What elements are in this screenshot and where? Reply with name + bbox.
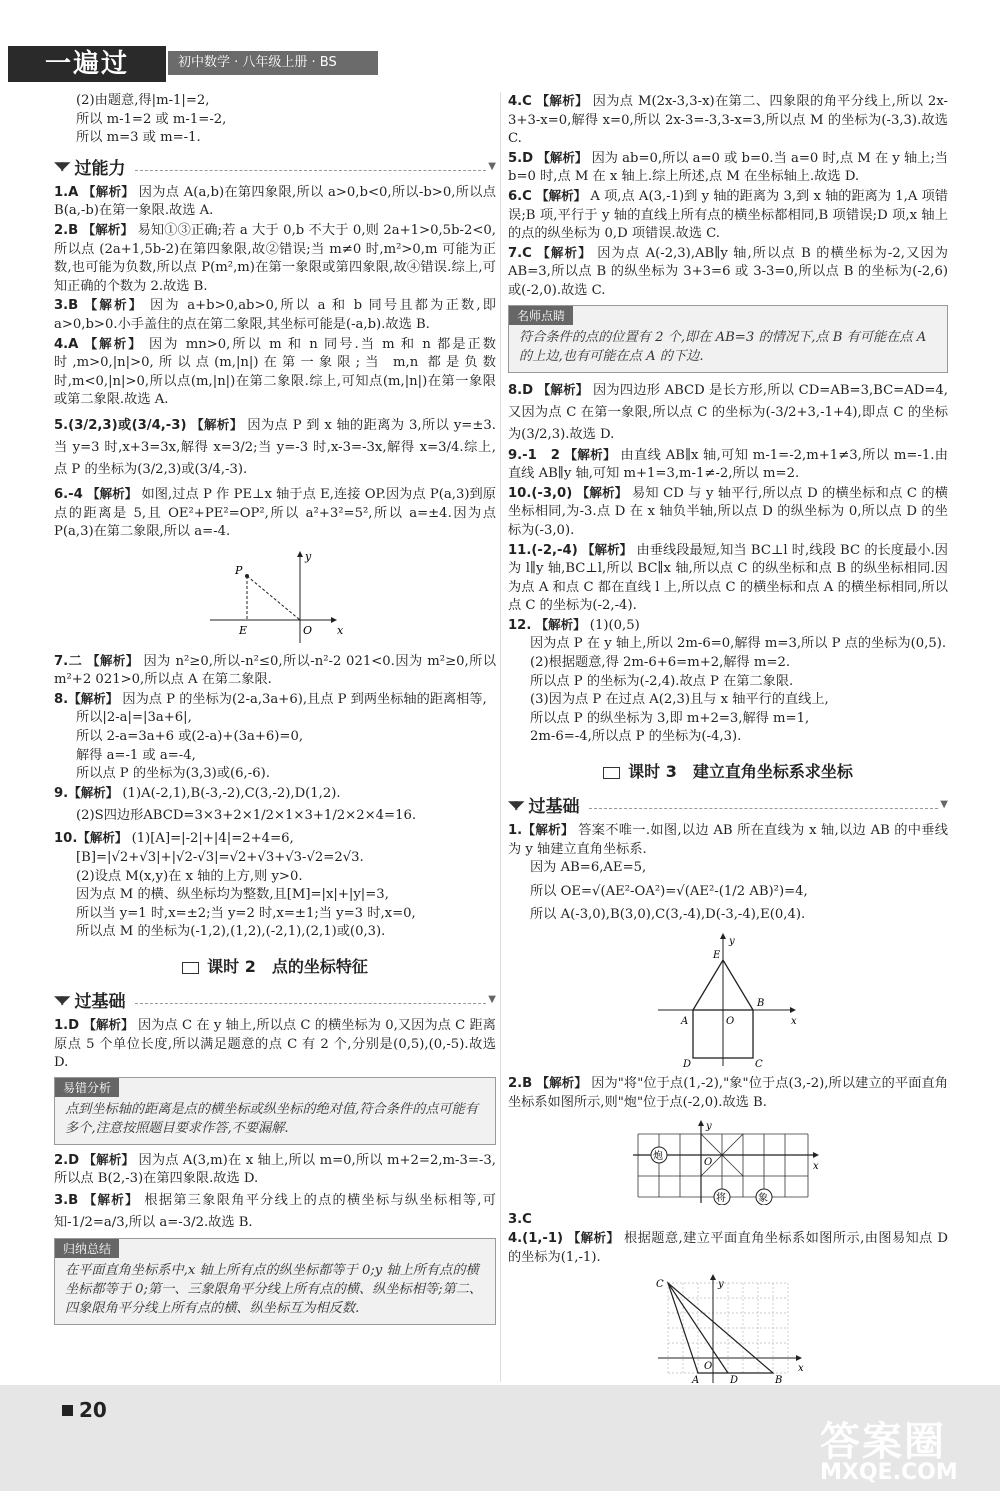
svg-text:将: 将 — [716, 1192, 726, 1204]
answer-item: 3.C — [508, 1211, 532, 1227]
answer-item: 10.(-3,0) 【解析】 易知 CD 与 y 轴平行,所以点 D 的横坐标和点 C 的横坐标相同,为-3.点 D 在 x 轴负半轴,所以点 D 的纵坐标为 0,所以点 D 的坐标为(-3,0). — [508, 484, 948, 538]
solution-line: [B]=|√2+√3|+|√2-√3|=√2+√3+√3-√2=2√3. — [76, 850, 364, 866]
page-number: 20 — [62, 1398, 107, 1422]
section-icon: ◥◤ — [54, 159, 69, 174]
svg-text:C: C — [755, 1059, 763, 1069]
answer-item: 9.【解析】 (1)A(-2,1),B(-3,-2),C(3,-2),D(1,2). — [54, 784, 341, 801]
tip-text: 符合条件的点的位置有 2 个,即在 AB=3 的情况下,点 B 有可能在点 A 的上边,也有可能在点 A 的下边. — [519, 329, 927, 364]
section-icon: ◥◤ — [54, 992, 69, 1007]
answer-item: 5.D 【解析】 因为 ab=0,所以 a=0 或 b=0.当 a=0 时,点 M 在 y 轴上;当 b=0 时,点 M 在 x 轴上.综上所述,点 M 在坐标轴上.故选 D. — [508, 149, 948, 185]
svg-text:炮: 炮 — [653, 1150, 663, 1162]
arrow-down-icon: ▼ — [488, 994, 496, 1005]
answer-item: 8.D 【解析】 因为四边形 ABCD 是长方形,所以 CD=AB=3,BC=AD=4,又因为点 C 在第一象限,所以点 C 的坐标为(-3/2+3,-1+4),即点 C 的坐标为(3/2,3).故选 D. — [508, 381, 948, 442]
svg-text:x: x — [813, 1160, 819, 1172]
svg-text:y: y — [718, 1279, 724, 1291]
solution-line: (2)设点 M(x,y)在 x 轴的上方,则 y>0. — [76, 868, 303, 884]
watermark-url: MXQE.COM — [820, 1460, 958, 1485]
lesson-icon — [182, 962, 199, 974]
solution-line: 所以|2-a|=|3a+6|, — [76, 710, 192, 726]
svg-text:B: B — [757, 998, 765, 1010]
solution-line: 因为点 P 在 y 轴上,所以 2m-6=0,解得 m=3,所以 P 点的坐标为(0,5). — [530, 636, 947, 652]
solution-line: 所以点 P 的坐标为(-2,4).故点 P 在第二象限. — [530, 673, 794, 689]
left-column — [54, 92, 496, 1331]
solution-line: 所以点 P 的纵坐标为 3,即 m+2=3,解得 m=1, — [530, 710, 810, 726]
house-figure — [653, 930, 803, 1068]
answer-item: 6.-4 【解析】 如图,过点 P 作 PE⊥x 轴于点 E,连接 OP.因为点 P(a,3)到原点的距离是 5,且 OE²+PE²=OP²,所以 a²+3²=5²,所以 a=±4.因为点 P(a,3)在第二象限,所以 a=-4. — [54, 485, 496, 540]
summary-text: 在平面直角坐标系中,x 轴上所有点的纵坐标都等于 0;y 轴上所有点的横坐标都等于 0;第一、三象限角平分线上所有点的横、纵坐标相等;第二、四象限角平分线上所有点的横、纵坐标互为相反数. — [65, 1262, 483, 1316]
answer-item: 11.(-2,-4) 【解析】 由垂线段最短,知当 BC⊥l 时,线段 BC 的长度最小.因为 l∥y 轴,BC⊥l,所以 BC∥x 轴,所以点 C 的纵坐标和点 B 的纵坐标相同.因为点 A 和点 C 都在直线 l 上,所以点 C 的横坐标和点 A 的横坐标相同,所以点 C 的坐标为(-2,-4). — [508, 541, 948, 614]
answer-item: 1.【解析】 答案不唯一.如图,以边 AB 所在直线为 x 轴,以边 AB 的中垂线为 y 轴建立直角坐标系. — [508, 822, 948, 857]
tip-box — [508, 305, 948, 373]
solution-line: (3)因为点 P 在过点 A(2,3)且与 x 轴平行的直线上, — [530, 692, 829, 708]
svg-text:象: 象 — [758, 1192, 768, 1204]
solution-line: 因为 AB=6,AE=5, — [530, 860, 647, 876]
svg-text:y: y — [706, 1120, 712, 1132]
label-o: O — [303, 623, 313, 637]
answer-item: 9.-1 2 【解析】 由直线 AB∥x 轴,可知 m-1=-2,m+1≠3,所以 m=-1.由直线 AB∥y 轴,可知 m+1=3,m-1≠-2,所以 m=2. — [508, 446, 948, 482]
svg-text:x: x — [798, 1363, 804, 1375]
solution-line: (2)S四边形ABCD=3×3+2×1/2×1×3+1/2×2×4=16. — [76, 808, 417, 824]
answer-item: 7.二 【解析】 因为 n²≥0,所以-n²≤0,所以-n²-2 021<0.因为 m²≥0,所以 m²+2 021>0,所以点 A 在第二象限. — [54, 652, 497, 688]
arrow-down-icon: ▼ — [940, 799, 948, 811]
answer-item: 3.B 【解析】 根据第三象限角平分线上的点的横坐标与纵坐标相等,可知-1/2=a/3,所以 a=-3/2.故选 B. — [54, 1191, 496, 1230]
answer-item: 4.(1,-1) 【解析】 根据题意,建立平面直角坐标系如图所示,由图易知点 D 的坐标为(1,-1). — [508, 1230, 948, 1265]
chessboard-figure — [633, 1119, 823, 1205]
solution-line: 解得 a=-1 或 a=-4, — [76, 747, 196, 763]
intro-line: (2)由题意,得|m-1|=2, — [76, 93, 210, 108]
svg-text:B: B — [775, 1375, 783, 1386]
answer-item: 5.(3/2,3)或(3/4,-3) 【解析】 因为点 P 到 x 轴的距离为 3,所以 y=±3.当 y=3 时,x+3=3x,解得 x=3/2;当 y=-3 时,x-3=-3x,解得 x=3/4.综上,点 P 的坐标为(3/2,3)或(3/4,-3). — [54, 416, 496, 477]
arrow-down-icon: ▼ — [488, 160, 496, 172]
tip-label: 名师点睛 — [509, 306, 573, 325]
coordinate-figure-p — [205, 548, 345, 646]
svg-text:O: O — [726, 1016, 735, 1028]
solution-line: (2)根据题意,得 2m-6+6=m+2,解得 m=2. — [530, 655, 791, 671]
answer-item: 2.B 【解析】 易知①③正确;若 a 大于 0,b 不大于 0,则 2a+1>0,5b-2<0,所以点 (2a+1,5b-2)在第四象限,故②错误;当 m≠0 时,m²>0,m 可能为正数,也可能为负数,所以点 P(m²,m)在第一象限或第四象限,故④错误.综上,可知正确的个数为 2.故选 B. — [54, 221, 496, 294]
right-column — [508, 92, 948, 1391]
svg-text:E: E — [713, 950, 721, 962]
svg-text:x: x — [791, 1016, 797, 1028]
subject-bar: 初中数学 · 八年级上册 · BS — [168, 51, 378, 75]
summary-label: 归纳总结 — [55, 1239, 119, 1258]
section-icon: ◥◤ — [508, 797, 523, 812]
grid-triangle-figure — [648, 1273, 808, 1385]
svg-text:D: D — [730, 1375, 739, 1386]
section-heading: ◥◤ 过基础 ▼ — [54, 992, 496, 1012]
answer-item: 2.D 【解析】 因为点 A(3,m)在 x 轴上,所以 m=0,所以 m+2=2,m-3=-3,所以点 B(2,-3)在第四象限.故选 D. — [54, 1151, 496, 1187]
solution-line: 所以点 P 的坐标为(3,3)或(6,-6). — [76, 766, 270, 782]
lesson-title: 课时 2 点的坐标特征 — [54, 954, 496, 977]
solution-line: 2m-6=-4,所以点 P 的坐标为(-4,3). — [530, 729, 742, 745]
label-x: x — [337, 623, 344, 637]
section-heading: ◥◤ 过基础 ▼ — [508, 797, 948, 818]
answer-item: 12. 【解析】 (1)(0,5) — [508, 616, 640, 633]
brand-logo: 一遍过 — [8, 46, 166, 82]
svg-text:O: O — [704, 1361, 713, 1373]
label-y: y — [305, 549, 312, 563]
answer-item: 4.C 【解析】 因为点 M(2x-3,3-x)在第二、四象限的角平分线上,所以 2x-3+3-x=0,解得 x=0,所以 2x-3=-3,3-x=3,所以点 M 的坐标为(-3,3).故选 C. — [508, 93, 948, 147]
tip-text: 点到坐标轴的距离是点的横坐标或纵坐标的绝对值,符合条件的点可能有多个,注意按照题目要求作答,不要漏解. — [65, 1101, 479, 1136]
tip-label: 易错分析 — [55, 1078, 119, 1097]
answer-item: 10.【解析】 (1)[A]=|-2|+|4|=2+4=6, — [54, 830, 294, 847]
intro-line: 所以 m=3 或 m=-1. — [76, 130, 201, 146]
solution-line: 所以 OE=√(AE²-OA²)=√(AE²-(1/2 AB)²)=4, — [530, 883, 808, 899]
lesson-icon — [603, 767, 620, 779]
label-e: E — [239, 623, 248, 637]
label-p: P — [235, 563, 243, 577]
solution-line: 所以 A(-3,0),B(3,0),C(3,-4),D(-3,-4),E(0,4). — [530, 906, 806, 922]
column-divider — [500, 92, 501, 1382]
answer-item: 6.C 【解析】 A 项,点 A(3,-1)到 y 轴的距离为 3,到 x 轴的距离为 1,A 项错误;B 项,平行于 y 轴的直线上所有点的横坐标都相同,B 项错误;D 项,x 轴上的点的纵坐标为 0,D 项错误.故选 C. — [508, 187, 948, 242]
answer-item: 2.B 【解析】 因为"将"位于点(1,-2),"象"位于点(3,-2),所以建立的平面直角坐标系如图所示,则"炮"位于点(-2,0).故选 B. — [508, 1075, 948, 1110]
answer-item: 4.A 【解析】 因为 mn>0,所以 m 和 n 同号.当 m 和 n 都是正数时,m>0,|n|>0,所以点(m,|n|)在第一象限;当 m,n 都是负数时,m<0,|n|>0,所以点(m,|n|)在第二象限.综上,可知点(m,|n|)在第一象限或第二象限.故选 A. — [54, 335, 496, 408]
section-heading: ◥◤ 过能力 ▼ — [54, 158, 496, 179]
answer-item: 3.B 【解析】 因为 a+b>0,ab>0,所以 a 和 b 同号且都为正数,即 a>0,b>0.小手盖住的点在第二象限,其坐标可能是(-a,b).故选 B. — [54, 297, 496, 332]
solution-line: 所以 2-a=3a+6 或(2-a)+(3a+6)=0, — [76, 729, 304, 745]
answer-item: 8.【解析】 因为点 P 的坐标为(2-a,3a+6),且点 P 到两坐标轴的距离相等, — [54, 690, 487, 707]
answer-item: 7.C 【解析】 因为点 A(-2,3),AB∥y 轴,所以点 B 的横坐标为-2,又因为 AB=3,所以点 B 的纵坐标为 3+3=6 或 3-3=0,所以点 B 的坐标为(-2,6)或(-2,0).故选 C. — [508, 244, 948, 298]
svg-text:O: O — [704, 1156, 713, 1168]
svg-text:y: y — [729, 936, 735, 948]
intro-line: 所以 m-1=2 或 m-1=-2, — [76, 111, 227, 127]
lesson-title: 课时 3 建立直角坐标系求坐标 — [508, 759, 948, 782]
watermark-logo: 答案圈 — [820, 1419, 946, 1465]
solution-line: 因为点 M 的横、纵坐标均为整数,且[M]=|x|+|y|=3, — [76, 887, 389, 903]
tip-box — [54, 1077, 496, 1145]
svg-text:D: D — [683, 1059, 692, 1069]
summary-box — [54, 1238, 496, 1325]
svg-text:C: C — [656, 1279, 664, 1291]
solution-line: 所以当 y=1 时,x=±2;当 y=2 时,x=±1;当 y=3 时,x=0, — [76, 905, 416, 921]
answer-item: 1.D 【解析】 因为点 C 在 y 轴上,所以点 C 的横坐标为 0,又因为点 C 距离原点 5 个单位长度,所以满足题意的点 C 有 2 个,分别是(0,5),(0,-5).故选 D. — [54, 1017, 496, 1071]
solution-line: 所以点 M 的坐标为(-1,2),(1,2),(-2,1),(2,1)或(0,3). — [76, 924, 386, 940]
answer-item: 1.A 【解析】 因为点 A(a,b)在第四象限,所以 a>0,b<0,所以-b>0,所以点 B(a,-b)在第一象限.故选 A. — [54, 183, 496, 219]
svg-text:A: A — [681, 1016, 689, 1028]
svg-text:A: A — [692, 1375, 700, 1386]
